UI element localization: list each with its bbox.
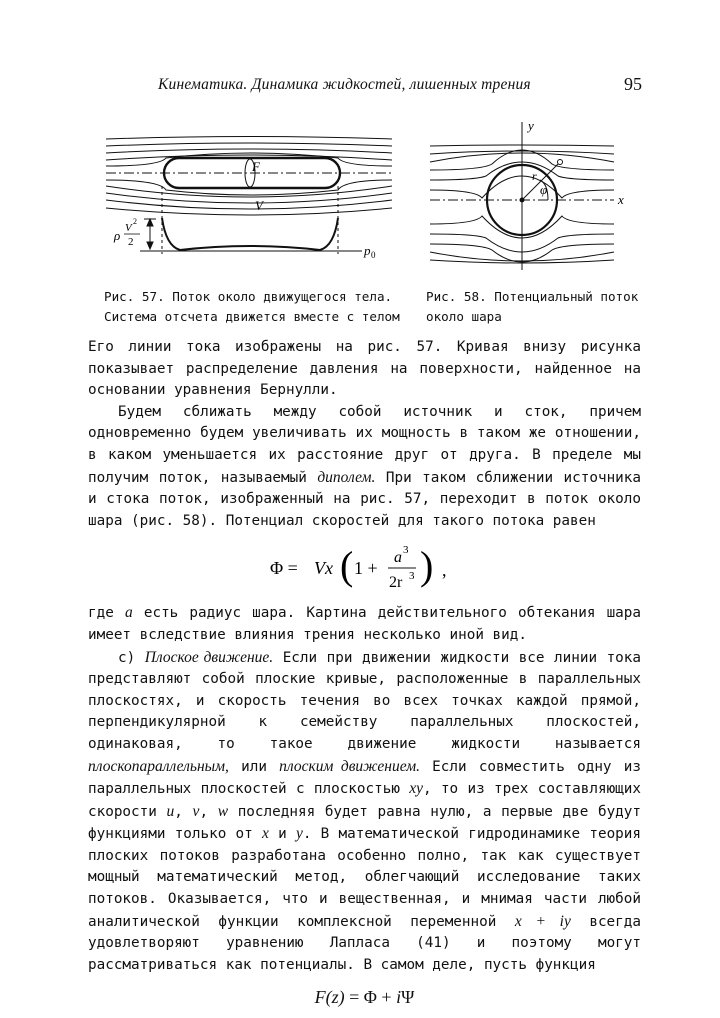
figure-57-caption: Рис. 57. Поток около движущегося тела. Система отсчета движется вместе с телом bbox=[104, 289, 400, 324]
formula2-eq: = Φ + bbox=[344, 987, 397, 1008]
formula-denominator-exp: 3 bbox=[408, 570, 414, 583]
label-F: F bbox=[252, 159, 260, 174]
var-y: y bbox=[295, 825, 303, 843]
formula2-i: i bbox=[396, 987, 402, 1008]
figure-58 bbox=[424, 114, 636, 274]
pressure-arrow bbox=[147, 219, 153, 226]
formula-lhs: Φ = bbox=[269, 558, 298, 579]
formula-potential-drawing bbox=[270, 538, 460, 598]
var-u: u bbox=[166, 802, 175, 820]
term-dipole: диполем. bbox=[317, 468, 376, 486]
paragraph-4 bbox=[88, 647, 641, 977]
paragraph-4-text-c: , то из трех составляющих скорости bbox=[88, 781, 641, 820]
label-square: 2 bbox=[133, 217, 137, 226]
formula-left-paren: ( bbox=[339, 543, 353, 589]
paragraph-4-text-b: Если совместить одну из параллельных плоскостей с плоскостью bbox=[88, 758, 641, 798]
formula-numerator: a bbox=[393, 549, 402, 567]
formula2-psi: Ψ bbox=[401, 987, 415, 1008]
paragraph-4-text-f: всегда удовлетворяют уравнению Лапласа (41) и поэтому могут рассматриваться как потенциалы. В самом деле, пусть функция bbox=[88, 913, 641, 973]
paragraph-4-text-e: . В математической гидродинамике теория плоских потоков разработана особенно полно, так как существует мощный математический метод, облегчающий исследование таких потоков. Оказывается, что и вещественная, и мнимая части любой аналитической функции комплексной переменной bbox=[88, 826, 641, 930]
section-title-plane-motion: Плоское движение. bbox=[144, 648, 274, 666]
var-a: a bbox=[124, 604, 133, 622]
pressure-arrow bbox=[147, 242, 153, 249]
figure-57 bbox=[100, 118, 396, 278]
var-v: v bbox=[192, 802, 200, 820]
body-text bbox=[88, 337, 641, 1012]
comma: , bbox=[174, 803, 193, 820]
term-plane-motion: плоским движением. bbox=[279, 757, 420, 775]
var-xy: xy bbox=[409, 780, 424, 798]
figure-58-caption: Рис. 58. Потенциальный поток около шара bbox=[426, 289, 639, 324]
formula-denominator: 2r bbox=[388, 574, 402, 592]
paragraph-4-or: или bbox=[228, 758, 280, 775]
paragraph-1: Его линии тока изображены на рис. 57. Кривая внизу рисунка показывает распределение давления на поверхности, найденное на основании уравнения Бернулли. bbox=[88, 339, 641, 399]
label-V: V bbox=[255, 198, 263, 213]
paragraph-3 bbox=[88, 602, 641, 646]
streamline bbox=[106, 149, 392, 153]
label-r: r bbox=[532, 169, 537, 183]
label-p0: p bbox=[364, 243, 371, 258]
origin-marker bbox=[520, 198, 524, 202]
formula-complex-function bbox=[88, 982, 641, 1012]
formula2-lhs: F(z) bbox=[314, 987, 345, 1008]
formula-potential bbox=[88, 538, 641, 598]
label-denominator: 2 bbox=[128, 236, 134, 248]
running-header bbox=[88, 76, 642, 100]
paragraph-4-text-d: последняя будет равна нулю, а первые две будут функциями только от bbox=[88, 803, 641, 843]
formula-vx: Vx bbox=[313, 558, 333, 579]
label-p0-subscript: 0 bbox=[371, 250, 376, 260]
var-x-plus-iy: x + iy bbox=[514, 912, 571, 930]
figure-57-drawing bbox=[100, 118, 396, 278]
var-w: w bbox=[217, 802, 229, 820]
paragraph-4-label: с) bbox=[118, 649, 145, 666]
label-y: y bbox=[528, 118, 534, 133]
running-title: Кинематика. Динамика жидкостей, лишенных трения bbox=[158, 76, 531, 93]
label-rho: ρ bbox=[114, 228, 121, 243]
label-V2: V bbox=[125, 222, 132, 234]
var-x: x bbox=[262, 825, 269, 843]
point-marker bbox=[558, 160, 563, 165]
paragraph-4-and: и bbox=[268, 826, 296, 843]
paragraph-3-text-a: где bbox=[88, 605, 125, 622]
paragraph-3-text-b: есть радиус шара. Картина действительного обтекания шара имеет вследствие влияния трения несколько иной вид. bbox=[88, 605, 642, 643]
paragraph-2-text-b: При таком сближении источника и стока поток, изображенный на рис. 57, переходит в поток около шара (рис. 58). Потенциал скоростей для такого потока равен bbox=[88, 469, 642, 529]
paragraph-2 bbox=[88, 402, 641, 533]
comma: , bbox=[199, 803, 218, 820]
figure-58-drawing bbox=[424, 114, 636, 274]
pressure-curve bbox=[162, 218, 338, 250]
streamline bbox=[106, 143, 392, 146]
page-number: 95 bbox=[624, 74, 642, 94]
formula-right-paren: ) bbox=[419, 543, 433, 589]
formula-one-plus: 1 + bbox=[353, 558, 378, 579]
streamline bbox=[106, 137, 392, 140]
paragraph-2-text-a: Будем сближать между собой источник и сток, причем одновременно будем увеличивать их мощность в таком же отношении, в каком уменьшается их расстояние друг от друга. В пределе мы получим поток, называемый bbox=[88, 403, 641, 486]
formula-trailing-comma: , bbox=[441, 560, 446, 581]
term-plane-parallel: плоскопараллельным, bbox=[88, 757, 229, 775]
label-x: x bbox=[618, 192, 624, 207]
formula-numerator-exp: 3 bbox=[402, 544, 408, 557]
paragraph-4-text-a: Если при движении жидкости все линии тока представляют собой плоские кривые, расположенные в параллельных плоскостях, и скорость течения во всех точках каждой прямой, перпендикулярной к семейству параллельных плоскостей, одинаковая, то такое движение жидкости называется bbox=[88, 649, 642, 752]
label-phi: φ bbox=[540, 182, 548, 197]
streamline bbox=[106, 200, 392, 209]
